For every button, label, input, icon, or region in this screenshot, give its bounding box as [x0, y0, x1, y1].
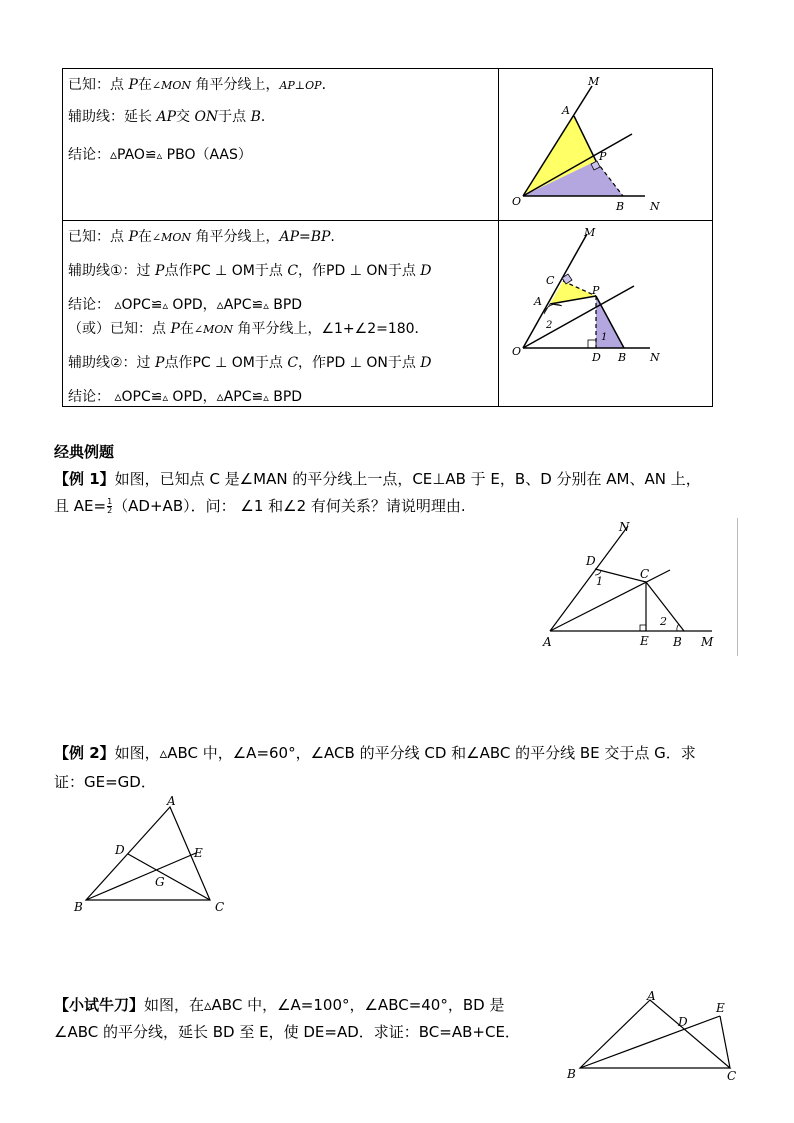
- label-p: P: [599, 150, 607, 163]
- label-g: G: [155, 875, 165, 889]
- figure-2: [500, 224, 712, 373]
- triangle-abc: [580, 1000, 730, 1068]
- label-e: E: [716, 1001, 725, 1015]
- practice-line-1: 【小试牛刀】如图，在▵ABC 中，∠A=100°，∠ABC=40°，BD 是: [54, 996, 505, 1014]
- fraction-half: $\frac{1}{2}$: [107, 497, 113, 515]
- label-a: A: [534, 295, 542, 308]
- row2-conclusion-1: 结论： ▵OPC≌▵ OPD，▵APC≌▵ BPD: [68, 297, 303, 313]
- bisector-ac: [550, 570, 670, 631]
- row1-auxiliary: 辅助线：延长 AP交 ON于点 B．: [68, 109, 275, 125]
- row1-given: 已知：点 P在∠MON 角平分线上，AP⊥OP．: [68, 77, 336, 93]
- label-b: B: [673, 635, 682, 649]
- label-e: E: [640, 634, 649, 648]
- label-a: A: [543, 635, 552, 649]
- label-p: P: [592, 284, 600, 297]
- label-c: C: [727, 1069, 737, 1083]
- example-2-line-2: 证：GE=GD．: [54, 773, 156, 791]
- example-1-line-2: 且 AE= $\frac{1}{2}$ （AD+AB）．问： ∠1 和∠2 有何关系？请说明理由.: [54, 497, 466, 515]
- label-angle-1: 1: [596, 575, 603, 588]
- label-b: B: [567, 1067, 576, 1081]
- label-angle-2: 2: [546, 320, 553, 331]
- figure-example-1: [540, 518, 720, 657]
- label-b: B: [618, 351, 627, 364]
- right-angle-mark-e: [640, 625, 646, 631]
- label-c: C: [546, 274, 555, 287]
- label-c: C: [640, 567, 650, 581]
- margin-rule: [737, 518, 738, 656]
- label-n: N: [650, 351, 660, 364]
- label-angle-1: 1: [601, 332, 608, 343]
- label-m: M: [701, 635, 714, 649]
- row2-auxiliary-1: 辅助线①：过 P点作PC ⊥ OM于点 C，作PD ⊥ ON于点 D: [68, 263, 432, 279]
- label-a: A: [647, 989, 656, 1003]
- row2-given-alt: （或）已知：点 P在∠MON 角平分线上，∠1+∠2=180．: [68, 321, 429, 337]
- label-e: E: [194, 846, 203, 860]
- triangle-abc: [86, 807, 210, 900]
- label-a: A: [562, 104, 570, 117]
- label-c: C: [215, 900, 225, 914]
- row2-conclusion-2: 结论： ▵OPC≌▵ OPD，▵APC≌▵ BPD: [68, 389, 303, 405]
- label-n: N: [650, 200, 660, 213]
- example-1-line-1: 【例 1】如图，已知点 C 是∠MAN 的平分线上一点，CE⊥AB 于 E，B、D 分别在 AM、AN 上，: [54, 470, 701, 488]
- label-m: M: [584, 226, 596, 239]
- example-2-line-1: 【例 2】如图，▵ABC 中，∠A=60°，∠ACB 的平分线 CD 和∠ABC 的平分线 BE 交于点 G．求: [54, 744, 696, 762]
- label-d: D: [678, 1015, 688, 1029]
- practice-line-2: ∠ABC 的平分线，延长 BD 至 E，使 DE=AD．求证：BC=AB+CE．: [54, 1023, 520, 1041]
- label-b: B: [74, 900, 83, 914]
- figure-practice: [565, 988, 745, 1092]
- section-title: 经典例题: [54, 443, 115, 461]
- figure-example-2: [70, 792, 240, 926]
- row2-auxiliary-2: 辅助线②：过 P点作PC ⊥ OM于点 C，作PD ⊥ ON于点 D: [68, 355, 432, 371]
- label-n: N: [619, 520, 630, 534]
- label-o: O: [512, 345, 522, 358]
- ray-an: [550, 526, 628, 631]
- bisector-be: [86, 853, 196, 900]
- label-o: O: [512, 195, 522, 208]
- figure-1: [500, 72, 712, 221]
- row2-given: 已知：点 P在∠MON 角平分线上，AP=BP.: [68, 229, 335, 245]
- label-m: M: [588, 75, 600, 88]
- right-angle-mark-d: [588, 340, 596, 348]
- table-divider-vertical: [498, 69, 499, 406]
- label-angle-2: 2: [660, 615, 667, 628]
- row1-conclusion: 结论：▵PAO≌▵ PBO（AAS）: [68, 147, 252, 163]
- label-d: D: [586, 554, 596, 568]
- label-d: D: [592, 351, 601, 364]
- label-b: B: [616, 200, 625, 213]
- label-a: A: [167, 794, 176, 808]
- label-d: D: [115, 843, 125, 857]
